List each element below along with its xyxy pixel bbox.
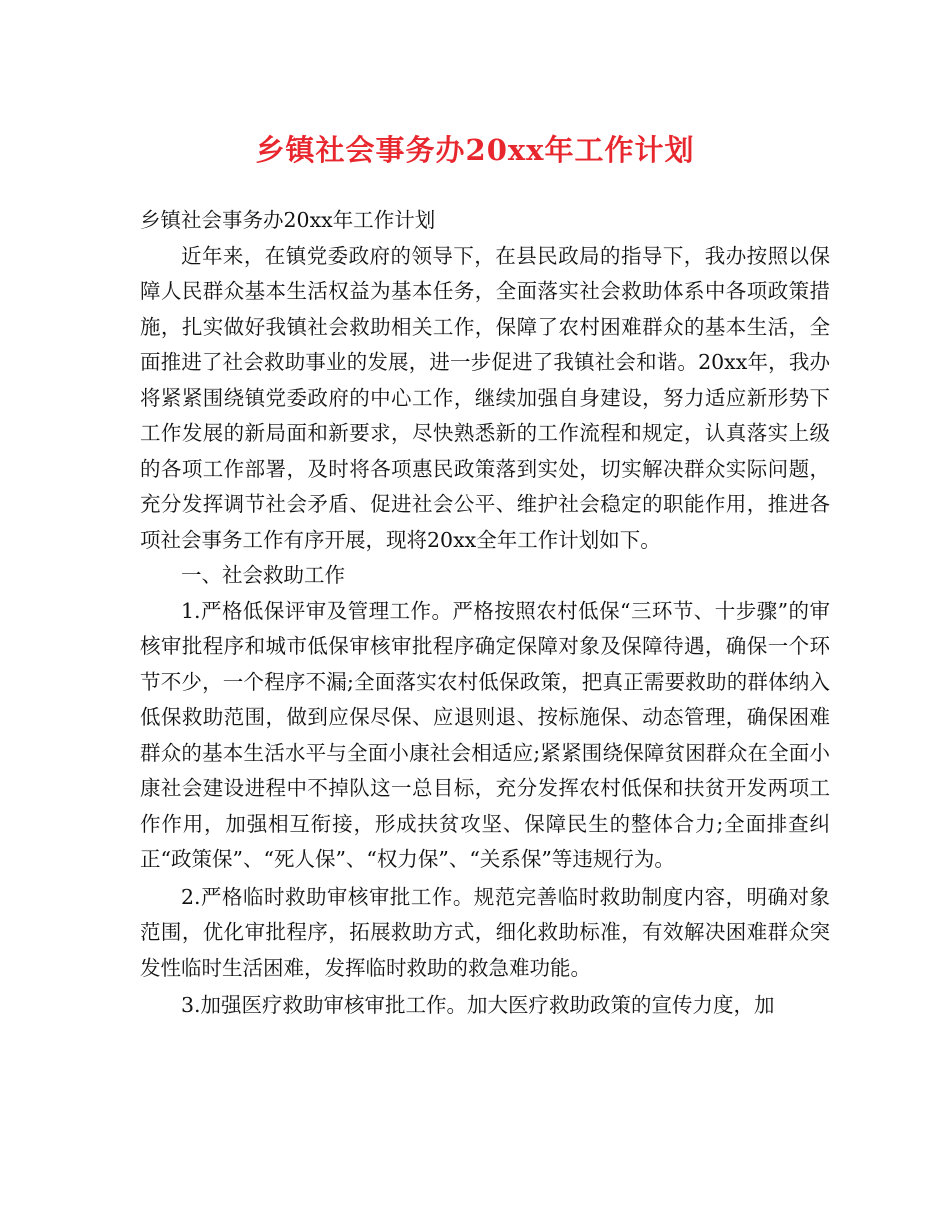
document-body <box>140 203 830 1024</box>
paragraph-item-1: 1.严格低保评审及管理工作。严格按照农村低保“三环节、十步骤”的审核审批程序和城市低保审核审批程序确定保障对象及保障待遇，确保一个环节不少，一个程序不漏;全面落实农村低保政策，把真正需要救助的群体纳入低保救助范围，做到应保尽保、应退则退、按标施保、动态管理，确保困难群众的基本生活水平与全面小康社会相适应;紧紧围绕保障贫困群众在全面小康社会建设进程中不掉队这一总目标，充分发挥农村低保和扶贫开发两项工作作用，加强相互衔接，形成扶贫攻坚、保障民生的整体合力;全面排查纠正“政策保”、“死人保”、“权力保”、“关系保”等违规行为。 <box>140 598 830 871</box>
paragraph-intro: 近年来，在镇党委政府的领导下，在县民政局的指导下，我办按照以保障人民群众基本生活权益为基本任务，全面落实社会救助体系中各项政策措施，扎实做好我镇社会救助相关工作，保障了农村困难群众的基本生活，全面推进了社会救助事业的发展，进一步促进了我镇社会和谐。20xx年，我办将紧紧围绕镇党委政府的中心工作，继续加强自身建设，努力适应新形势下工作发展的新局面和新要求，尽快熟悉新的工作流程和规定，认真落实上级的各项工作部署，及时将各项惠民政策落到实处，切实解决群众实际问题，充分发挥调节社会矛盾、促进社会公平、维护社会稳定的职能作用，推进各项社会事务工作有序开展，现将20xx全年工作计划如下。 <box>140 243 830 552</box>
paragraph-item-3: 3.加强医疗救助审核审批工作。加大医疗救助政策的宣传力度，加 <box>181 993 775 1017</box>
section-heading: 一、社会救助工作 <box>181 563 345 587</box>
document-subtitle: 乡镇社会事务办20xx年工作计划 <box>140 208 436 232</box>
paragraph-item-2: 2.严格临时救助审核审批工作。规范完善临时救助制度内容，明确对象范围，优化审批程序，拓展救助方式，细化救助标准，有效解决困难群众突发性临时生活困难，发挥临时救助的救急难功能。 <box>140 884 830 980</box>
document-title: 乡镇社会事务办20xx年工作计划 <box>255 133 695 167</box>
